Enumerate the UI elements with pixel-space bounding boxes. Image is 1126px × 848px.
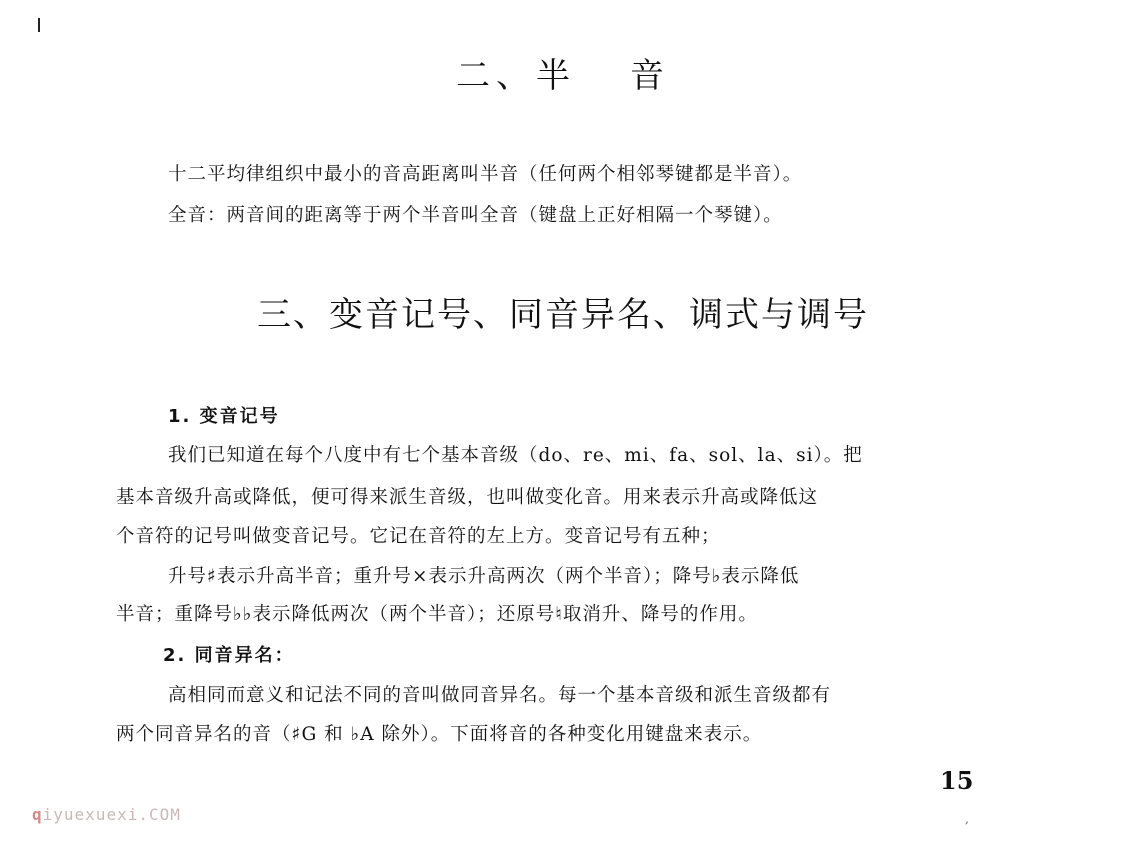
watermark (32, 805, 181, 824)
paragraph-line: 我们已知道在每个八度中有七个基本音级（do、re、mi、fa、sol、la、si）。把 (168, 445, 863, 466)
watermark-first-letter: q (32, 805, 43, 824)
paragraph-line: 个音符的记号叫做变音记号。它记在音符的左上方。变音记号有五种； (116, 526, 721, 547)
paragraph-line: 高相同而意义和记法不同的音叫做同音异名。每一个基本音级和派生音级都有 (168, 685, 832, 706)
section-3-title: 三、变音记号、同音异名、调式与调号 (257, 295, 869, 335)
page-number: 15 (940, 766, 974, 795)
page-mark: , (965, 812, 969, 826)
paragraph-line: 半音；重降号♭♭表示降低两次（两个半音）；还原号♮取消升、降号的作用。 (116, 604, 758, 625)
section-2-title-number: 二、半 (456, 56, 576, 96)
section-2-title-word: 音 (630, 56, 670, 96)
section-2-title (0, 48, 1126, 97)
paragraph-line: 基本音级升高或降低，便可得来派生音级，也叫做变化音。用来表示升高或降低这 (116, 487, 819, 508)
paragraph-line: 升号♯表示升高半音；重升号×表示升高两次（两个半音）；降号♭表示降低 (168, 566, 800, 587)
watermark-text: iyuexuexi.COM (42, 805, 181, 824)
paragraph-line: 两个同音异名的音（♯G 和 ♭A 除外）。下面将音的各种变化用键盘来表示。 (116, 724, 763, 745)
section-2-line-1: 十二平均律组织中最小的音高距离叫半音（任何两个相邻琴键都是半音）。 (168, 164, 803, 185)
subsection-1-heading: 1. 变音记号 (168, 406, 280, 427)
section-2-line-2: 全音：两音间的距离等于两个半音叫全音（键盘上正好相隔一个琴键）。 (168, 205, 783, 226)
page-edge-mark (38, 18, 40, 32)
subsection-2-heading: 2. 同音异名： (163, 645, 295, 666)
